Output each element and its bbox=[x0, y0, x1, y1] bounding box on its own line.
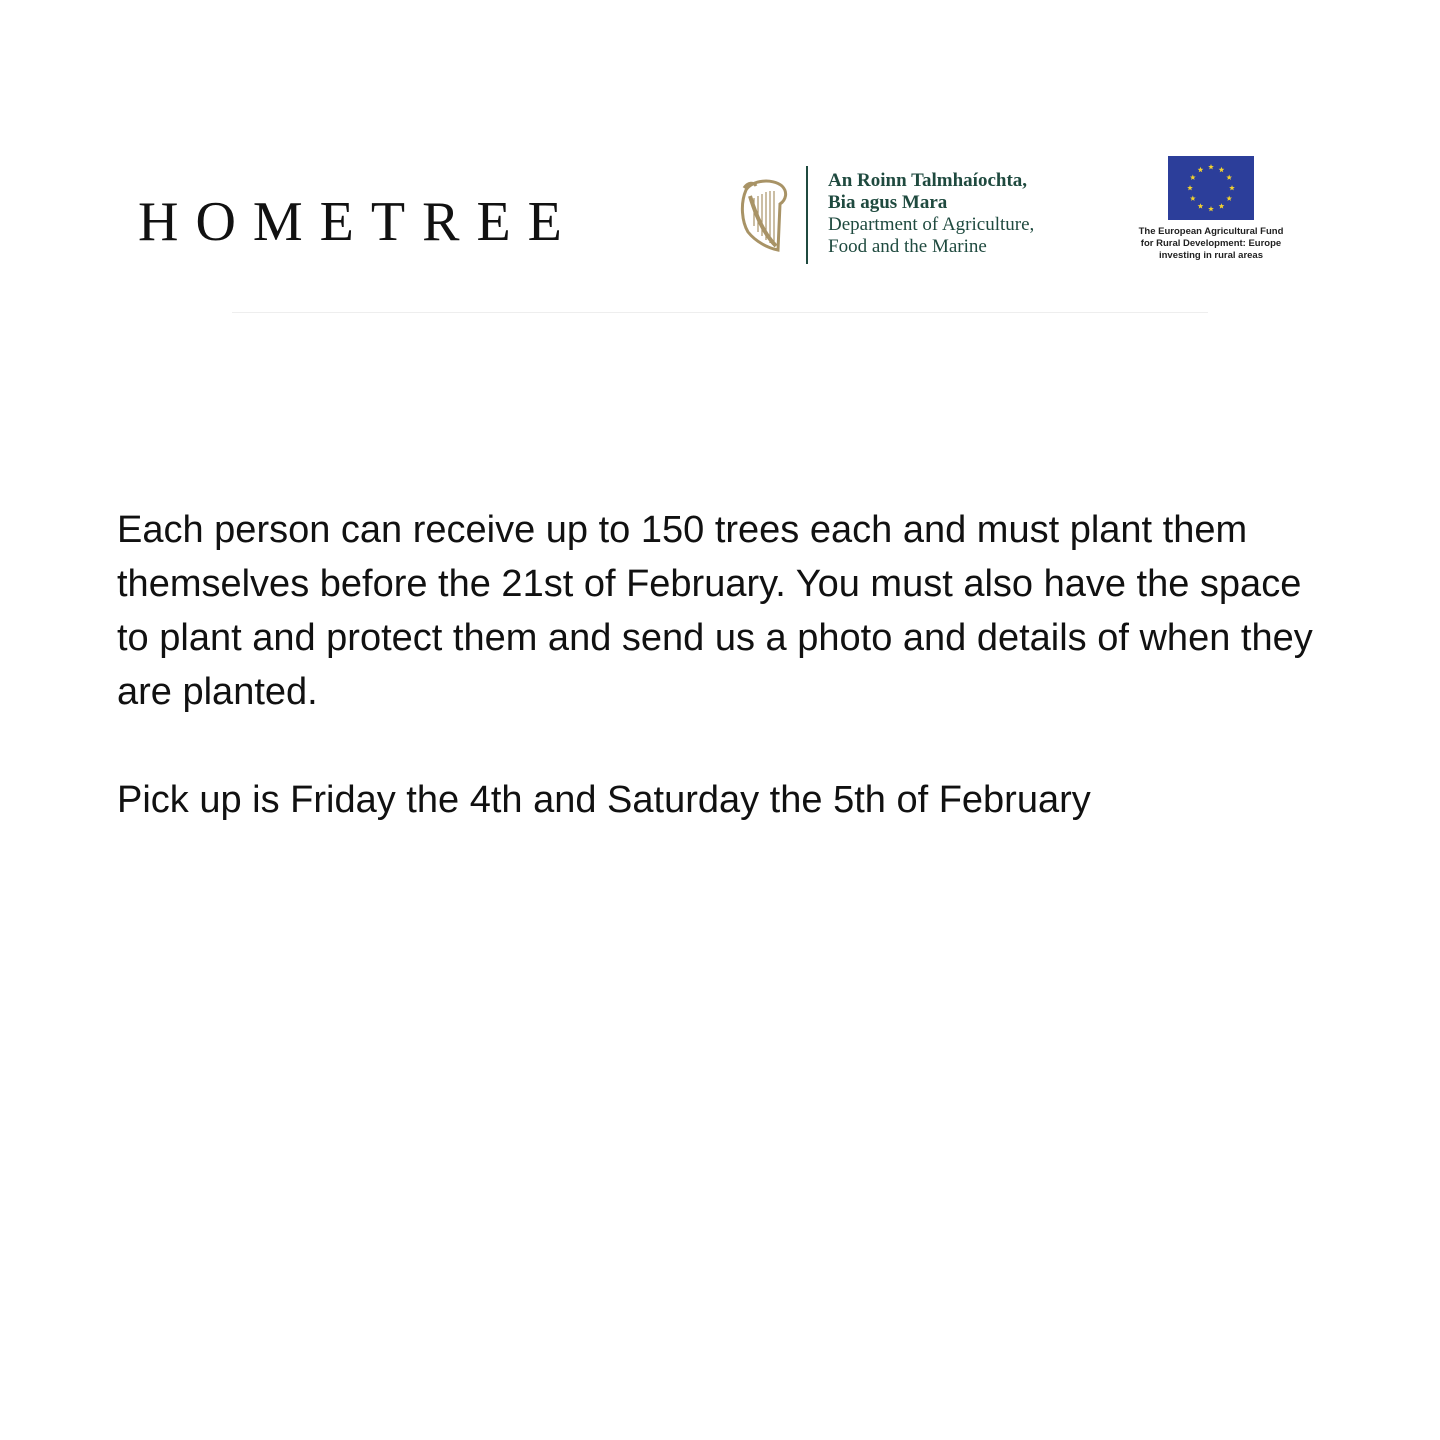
eu-caption-line3: investing in rural areas bbox=[1158, 250, 1263, 261]
department-logo-text bbox=[828, 170, 1034, 258]
department-irish-line2: Bia agus Mara bbox=[828, 192, 948, 213]
header-divider bbox=[232, 312, 1208, 313]
eu-caption-line1: The European Agricultural Fund bbox=[1138, 226, 1284, 237]
harp-icon bbox=[738, 176, 790, 256]
eu-caption-line2: for Rural Development: Europe bbox=[1140, 238, 1282, 249]
eu-flag-icon bbox=[1168, 156, 1254, 220]
eu-fund-caption bbox=[1126, 226, 1296, 262]
department-irish-line1: An Roinn Talmhaíochta, bbox=[828, 170, 1028, 191]
department-english-line1: Department of Agriculture, bbox=[828, 214, 1035, 235]
hometree-logo: HOMETREE bbox=[138, 191, 579, 253]
eligibility-paragraph: Each person can receive up to 150 trees each and must plant them themselves before the 21st of February. You must also have the space to plant and protect them and send us a photo and details of when they are planted. bbox=[117, 509, 1313, 713]
department-english-line2: Food and the Marine bbox=[828, 236, 987, 257]
logo-divider bbox=[806, 166, 808, 264]
pickup-paragraph: Pick up is Friday the 4th and Saturday the 5th of February bbox=[117, 779, 1091, 821]
